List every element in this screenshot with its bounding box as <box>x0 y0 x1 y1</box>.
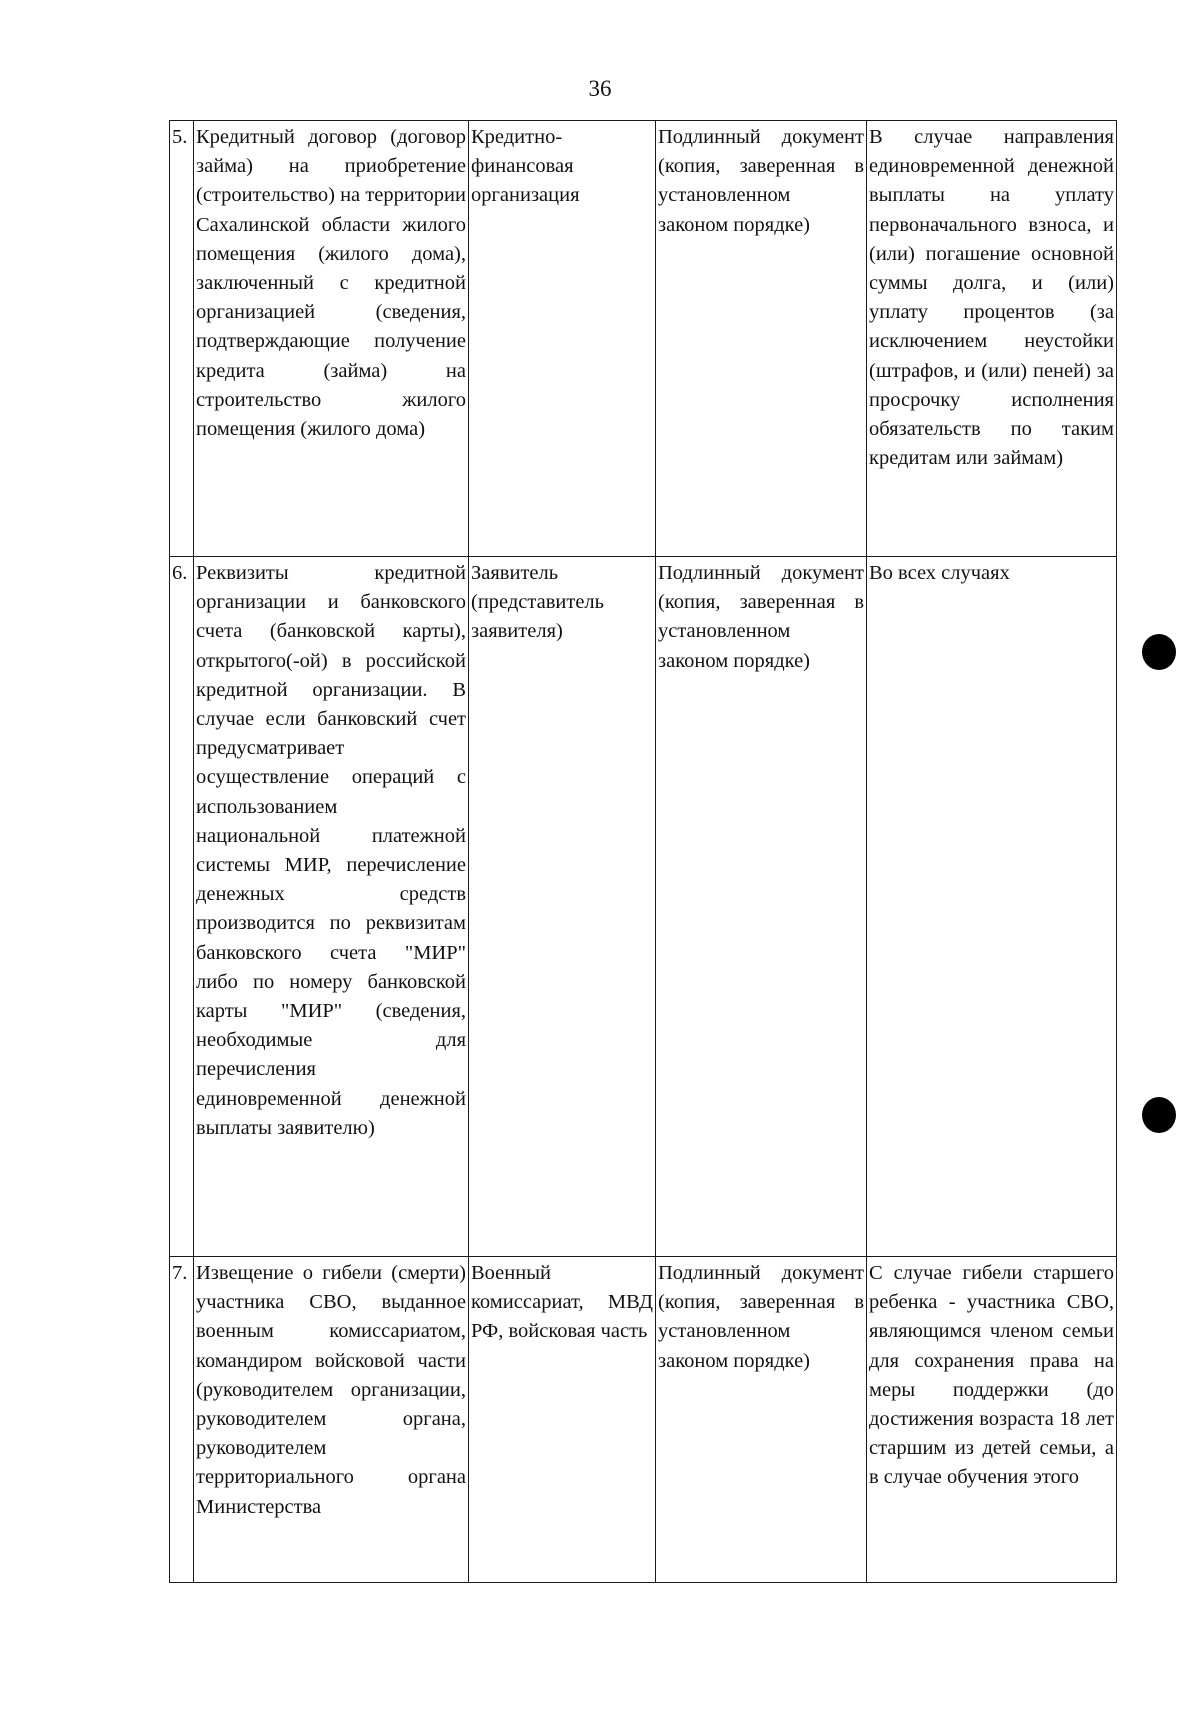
condition-cell: В случае направления единовременной денежной выплаты на уплату первоначального взноса, и (или) погашение основной суммы долга, и (или) уплату процентов (за исключением неустойки (штрафов, и (или) пеней) за просрочку исполнения обязательств по таким кредитам или займам) <box>867 121 1117 557</box>
document-name-cell: Извещение о гибели (смерти) участника СВО, выданное военным комиссариатом, командиром войсковой части (руководителем организации, руководителем органа, руководителем территориального органа Министерства <box>194 1257 469 1583</box>
document-source-cell: Заявитель (представитель заявителя) <box>469 557 656 1257</box>
document-name-cell: Реквизиты кредитной организации и банковского счета (банковской карты), открытого(-ой) в российской кредитной организации. В случае если банковский счет предусматривает осуществление операций с использованием национальной платежной системы МИР, перечисление денежных средств производится по реквизитам банковского счета "МИР" либо по номеру банковской карты "МИР" (сведения, необходимые для перечисления единовременной денежной выплаты заявителю) <box>194 557 469 1257</box>
table-row <box>170 121 1117 557</box>
table-row <box>170 557 1117 1257</box>
document-form-cell: Подлинный документ (копия, заверенная в установленном законом порядке) <box>656 1257 867 1583</box>
document-name-cell: Кредитный договор (договор займа) на приобретение (строительство) на территории Сахалинской области жилого помещения (жилого дома), заключенный с кредитной организацией (сведения, подтверждающие получение кредита (займа) на строительство жилого помещения (жилого дома) <box>194 121 469 557</box>
condition-cell: С случае гибели старшего ребенка - участника СВО, являющимся членом семьи для сохранения права на меры поддержки (до достижения возраста 18 лет старшим из детей семьи, а в случае обучения этого <box>867 1257 1117 1583</box>
row-number: 7. <box>170 1257 194 1583</box>
row-number: 6. <box>170 557 194 1257</box>
document-form-cell: Подлинный документ (копия, заверенная в установленном законом порядке) <box>656 121 867 557</box>
binder-hole-mark <box>1142 1097 1176 1133</box>
document-source-cell: Военный комиссариат, МВД РФ, войсковая часть <box>469 1257 656 1583</box>
requirements-table <box>169 120 1117 1583</box>
row-number: 5. <box>170 121 194 557</box>
condition-cell: Во всех случаях <box>867 557 1117 1257</box>
table-row <box>170 1257 1117 1583</box>
binder-hole-mark <box>1142 634 1176 670</box>
document-source-cell: Кредитно-финансовая организация <box>469 121 656 557</box>
page-number: 36 <box>588 76 612 101</box>
document-form-cell: Подлинный документ (копия, заверенная в установленном законом порядке) <box>656 557 867 1257</box>
